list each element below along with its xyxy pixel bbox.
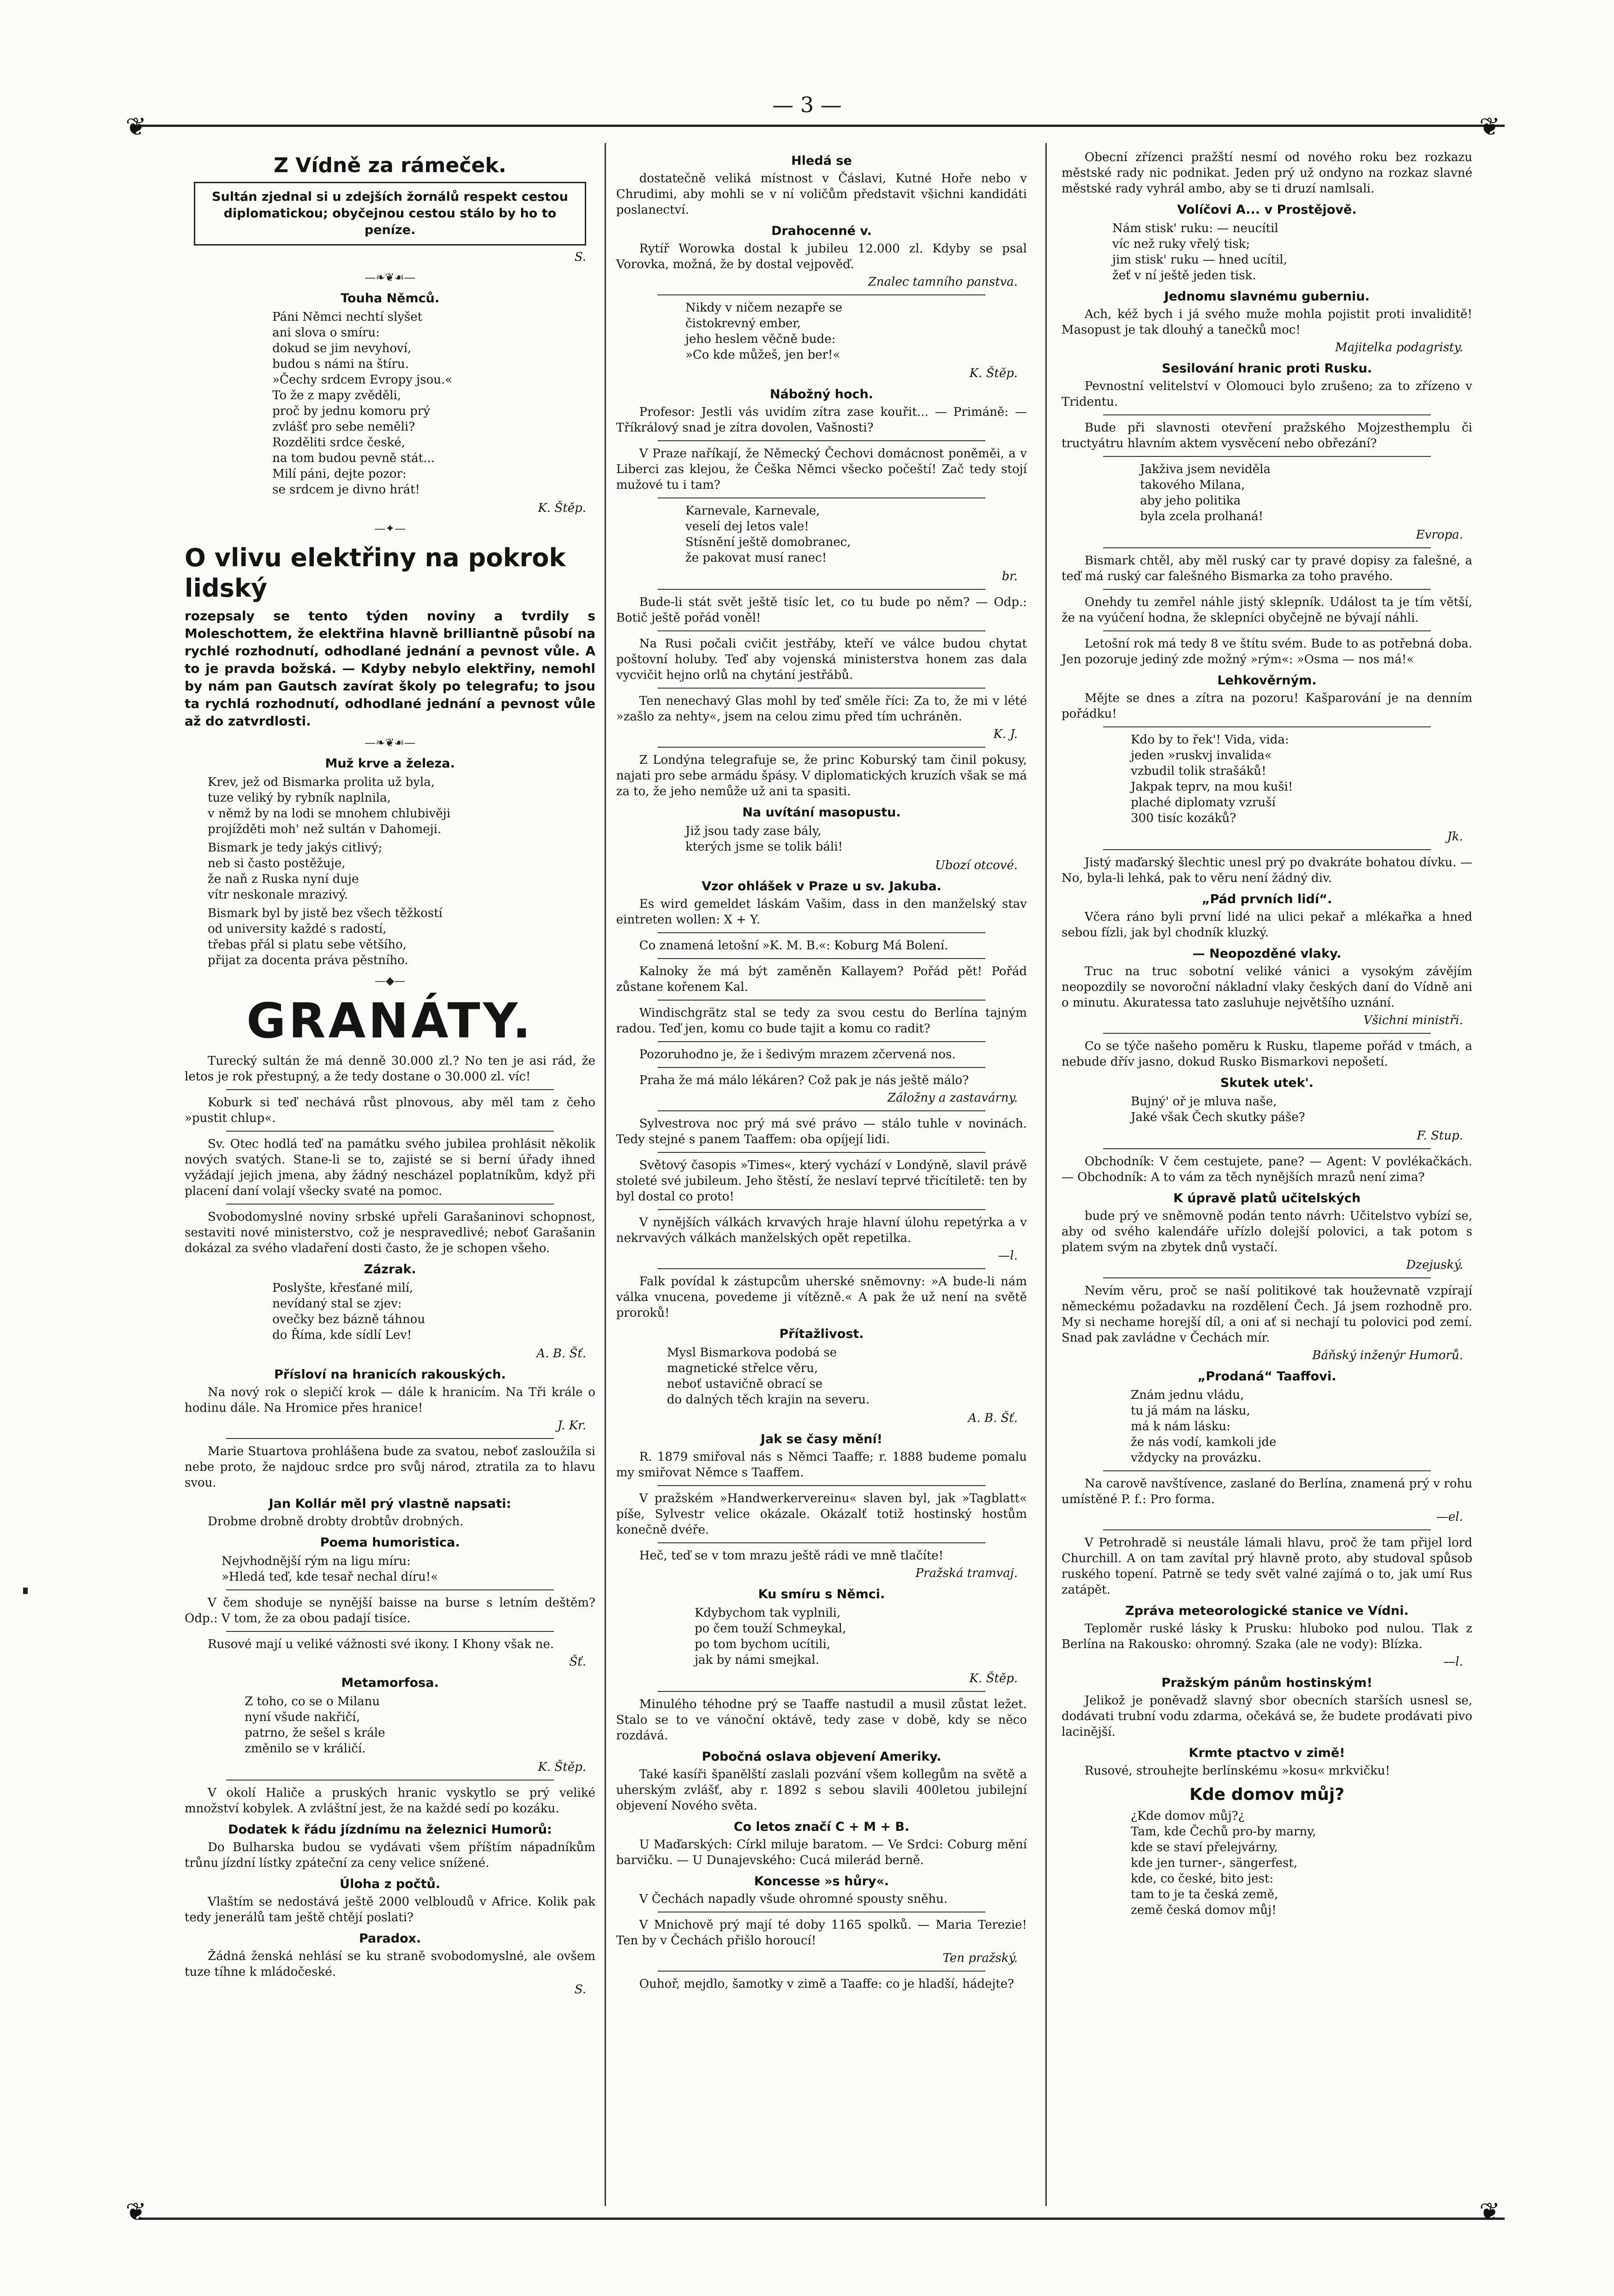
divider bbox=[658, 1542, 985, 1543]
signature: K. Štěp. bbox=[538, 501, 586, 515]
article-text: Marie Stuartova prohlášena bude za svatou, neboť zasloužila si nebe proto, že najdouc srdce pro svůj národ, ztratila za to hlavu svou. bbox=[185, 1445, 595, 1490]
signature: —el. bbox=[1436, 1510, 1463, 1524]
article-text: Ach, kéž bych i já svého muže mohla pojistit proti invaliditě! Masopust je tak dlouhý a tanečků moc! bbox=[1062, 307, 1472, 337]
divider bbox=[658, 1067, 985, 1068]
divider bbox=[226, 1089, 554, 1090]
article-text: bude prý ve sněmovně podán tento návrh: Učitelstvo vybízí se, aby od svého kalendáře uřízlo dolejší polovici, a tak potom s platem svým na zbytek dnů vystačí. bbox=[1062, 1209, 1472, 1254]
article-text: Bude při slavnosti otevření pražského Mojzesthemplu či tructyátru hlavním aktem vysvěcení nebo obřezání? bbox=[1062, 421, 1472, 450]
article-title: Přísloví na hranicích rakouských. bbox=[274, 1367, 506, 1382]
article-text: Sv. Otec hodlá teď na památku svého jubilea prohlásit několik nových svatých. Stane-li se to, zajisté se si berní úřady ihned vyžádají jejich jmena, aby žádný nescházel poplatníkům, když při placení daní volají všecky svaté na pomoc. bbox=[185, 1137, 595, 1198]
article-text: Bude-li stát svět ještě tisíc let, co tu bude po něm? — Odp.: Botič ještě pořád voněl! bbox=[616, 595, 1027, 625]
divider bbox=[658, 1041, 985, 1042]
article-text: Ouhoř, mejdlo, šamotky v zimě a Taaffe: co je hladší, hádejte? bbox=[639, 1977, 1014, 1991]
article-text: Žádná ženská nehlásí se ku straně svobodomyslné, ale ovšem tuze tíhne k mládočeské. bbox=[185, 1949, 595, 1979]
article-text: Vlaštím se nedostává ještě 2000 velbloudů v Africe. Kolik pak tedy jenerálů tam ještě chtějí poslati? bbox=[185, 1895, 595, 1924]
signature: Pražská tramvaj. bbox=[915, 1566, 1018, 1580]
divider bbox=[226, 1631, 554, 1632]
poem: Poslyšte, křesťané milí, nevídaný stal se zjev: ovečky bez bázně táhnou do Říma, kde sídlí Lev! bbox=[272, 1281, 426, 1342]
article-title: O vlivu elektřiny na pokrok lidský bbox=[185, 543, 566, 603]
divider bbox=[658, 1000, 985, 1001]
article-title: Úloha z počtů. bbox=[340, 1877, 440, 1891]
article-title: Touha Němců. bbox=[341, 291, 439, 306]
article-title: Drahocenné v. bbox=[771, 224, 872, 238]
article-text: Ten nenechavý Glas mohl by teď směle říci: Za to, že mi v lété »zašlo za nehty«, jsem na celou zimu před tím uchráněn. bbox=[616, 694, 1027, 724]
divider bbox=[1103, 1470, 1431, 1471]
article-text: Teploměr ruské lásky k Prusku: hluboko pod nulou. Tlak z Berlína na Rakousko: ohromný. Szaka (ale ne vody): Blízka. bbox=[1062, 1622, 1472, 1651]
article-text: Profesor: Jestli vás uvidím zítra zase kouřit... — Primáně: — Tříkrálový snad je zítra dovolen, Vašnosti? bbox=[616, 405, 1027, 435]
divider bbox=[1103, 1148, 1431, 1149]
divider bbox=[1103, 414, 1431, 415]
divider bbox=[658, 1485, 985, 1486]
signature: J. Kr. bbox=[557, 1419, 586, 1433]
signature: A. B. Šť. bbox=[536, 1347, 586, 1361]
divider bbox=[226, 1438, 554, 1439]
poem: Bismark je tedy jakýs citlivý; neb si často postěžuje, že naň z Ruska nyní duje vítr neskonale mrazivý. bbox=[208, 841, 383, 902]
divider bbox=[658, 1110, 985, 1111]
divider bbox=[1103, 1529, 1431, 1530]
article-text: Drobme drobně drobty drobtův drobných. bbox=[208, 1515, 464, 1529]
article-text: R. 1879 smiřoval nás s Němci Taaffe; r. 1888 budeme pomalu my smiřovat Němce s Taaffem. bbox=[616, 1450, 1027, 1480]
article-text: Z Londýna telegrafuje se, že princ Koburský tam činil pokusy, najati pro sebe armádu špásy. V diplomatických kruzích však se má za to, že jeho nemůže už ani ta spasiti. bbox=[616, 753, 1027, 798]
article-title: Muž krve a železa. bbox=[325, 756, 455, 771]
article-text: Mějte se dnes a zítra na pozoru! Kašparování je na denním pořádku! bbox=[1062, 691, 1472, 721]
article-title: Paradox. bbox=[359, 1931, 421, 1946]
poem: Kdybychom tak vyplnili, po čem touží Schmeykal, po tom bychom ucítili, jak by námi smejkal. bbox=[695, 1606, 846, 1667]
article-text: dostatečně veliká místnost v Čáslavi, Kutné Hoře nebo v Chrudimi, aby mohli se v ní voličům představit všichni kandidáti poslanectví. bbox=[616, 172, 1027, 217]
article-text: Truc na truc sobotní veliké vánici a vysokým závějím neopozdily se novoroční nákladní vlaky českých daní do Vídně ani o minutu. Akuratessa tato zasluhuje největšího uznání. bbox=[1062, 965, 1472, 1010]
divider bbox=[1103, 547, 1431, 548]
signature: K. Štěp. bbox=[969, 1672, 1018, 1685]
divider bbox=[658, 688, 985, 689]
divider-ornament-icon: —❧❦☙— bbox=[365, 736, 415, 749]
corner-ornament-icon: ❦ bbox=[126, 2197, 147, 2226]
signature: Šť. bbox=[569, 1655, 586, 1669]
article-text: U Maďarských: Církl miluje baratom. — Ve Srdci: Coburg mění barvičku. — U Dunajevského: Cucá milerád berně. bbox=[616, 1838, 1027, 1867]
signature: F. Stup. bbox=[1416, 1129, 1463, 1143]
signature: Báňský inženýr Humorů. bbox=[1312, 1349, 1463, 1362]
article-text: Rusové mají u veliké vážnosti své ikony. I Khony však ne. bbox=[208, 1637, 554, 1651]
signature: —l. bbox=[1443, 1655, 1463, 1669]
divider bbox=[226, 1131, 554, 1132]
article-text: Windischgrätz stal se tedy za svou cestu do Berlína tajným radou. Teď jen, komu co bude tajit a komu co radit? bbox=[616, 1006, 1027, 1036]
article-title: Volíčovi A... v Prostějově. bbox=[1177, 203, 1357, 217]
article-text: Rytíř Worowka dostal k jubileu 12.000 zl. Kdyby se psal Vorovka, možná, že by dostal vejpověď. bbox=[616, 242, 1027, 271]
article-title: Koncesse »s hůry«. bbox=[754, 1874, 889, 1888]
divider bbox=[226, 1589, 554, 1590]
poem: Bujný' oř je mluva naše, Jaké však Čech skutky páše? bbox=[1131, 1095, 1305, 1124]
article-text: Jelikož je poněvadž slavný sbor obecních starších usnesl se, dodávati trubní vodu zdarma, očekává se, že budete prodávati pivo lacinější. bbox=[1062, 1694, 1472, 1739]
poem: Bismark byl by jistě bez všech těžkostí od university každé s radostí, třebas přál si platu sebe většího, přijat za docenta práva pěstního. bbox=[208, 906, 443, 967]
signature: K. Štěp. bbox=[538, 1760, 586, 1774]
poem: Kdo by to řek'! Vida, vida: jeden »ruskvj invalida« vzbudil tolik strašáků! Jakpak teprv, na mou kuši! plaché diplomaty vzruší 300 tisíc kozáků? bbox=[1131, 733, 1293, 825]
article-text: rozepsaly se tento týden noviny a tvrdily s Moleschottem, že elektřina hlavně brilliantně působí na rychlé rozhodnutí, odhodlané jednání a pevnost vůle. A to je pravda božská. — Kdyby nebylo elektřiny, nemohl by nám pan Gautsch zavírat školy po telegrafu; to jsou ta rychlá rozhodnutí, odhodlané jednání a pevnost vůle až do zatvrdlosti. bbox=[185, 608, 595, 729]
article-text: Praha že má málo lékáren? Což pak je nás ještě málo? bbox=[639, 1073, 969, 1087]
poem: Krev, jež od Bismarka prolita už byla, tuze veliký by rybník naplnila, v němž by na lodi se mnohem chlubivěji projížděti moh' než sultán v Dahomeji. bbox=[208, 775, 450, 836]
article-title: Jan Kollár měl prý vlastně napsati: bbox=[269, 1497, 511, 1511]
page-number: — 3 — bbox=[772, 92, 842, 117]
column-divider bbox=[605, 143, 606, 2206]
article-text: Obecní zřízenci pražští nesmí od nového roku bez rozkazu městské rady nic podnikat. Jeden prý už ondyno na rozkaz slavné městské rady vyhrál ambo, aby se ti druzí namlsali. bbox=[1062, 150, 1472, 196]
article-text: Falk povídal k zástupcům uherské sněmovny: »A bude-li nám válka vnucena, povedeme ji vítězně.« A pak že už není na světě proroků! bbox=[616, 1275, 1027, 1320]
article-title: Přítažlivost. bbox=[779, 1327, 864, 1341]
article-text: Bismark chtěl, aby měl ruský car ty pravé dopisy za falešné, a teď má ruský car falešného Bismarka za toho pravého. bbox=[1062, 554, 1472, 583]
divider bbox=[1103, 849, 1431, 850]
article-text: Rusové, strouhejte berlínskému »kosu« mrkvičku! bbox=[1085, 1764, 1390, 1778]
divider-ornament-icon: —◆— bbox=[374, 974, 406, 987]
corner-ornament-icon: ❦ bbox=[1479, 112, 1500, 141]
article-title: Lehkověrným. bbox=[1217, 673, 1317, 688]
divider-ornament-icon: —❧❦☙— bbox=[365, 271, 415, 284]
divider bbox=[1103, 1033, 1431, 1034]
signature: K. Štěp. bbox=[969, 366, 1018, 380]
article-text: Letošní rok má tedy 8 ve štítu svém. Bude to as potřebná doba. Jen pozoruje jediný zde možný »rým«: »Osma — nos má!« bbox=[1062, 637, 1472, 666]
article-text: Do Bulharska budou se vydávati všem příštím nápadníkům trůnu jízdní lístky zpáteční za ceny velice snížené. bbox=[185, 1840, 595, 1870]
article-title: Dodatek k řádu jízdnímu na železnici Humorů: bbox=[228, 1822, 552, 1837]
poem: Páni Němci nechtí slyšet ani slova o smíru: dokud se jim nevyhoví, budou s námi na štíru. »Čechy srdcem Evropy jsou.« To že z mapy zvěděli, proč by jednu komoru prý zvlášť pro sebe neměli? Rozděliti srdce české, na tom budou pevně stát... Milí páni, dejte pozor: se srdcem je divno hrát! bbox=[272, 310, 453, 497]
article-text: Včera ráno byli první lidé na ulici pekař a mlékařka a hned sebou fízli, jak byl chodník kluzký. bbox=[1062, 910, 1472, 940]
divider bbox=[658, 630, 985, 631]
article-text: Na Rusi počali cvičit jestřáby, kteří ve válce budou chytat poštovní holuby. Teď aby vojenská ministerstva honem zas dala vycvičit hejno orlů na chytání jestřábů. bbox=[616, 637, 1027, 682]
column-divider bbox=[1045, 143, 1047, 2206]
article-text: Pevnostní velitelství v Olomouci bylo zrušeno; za to zřízeno v Tridentu. bbox=[1062, 379, 1472, 409]
divider bbox=[658, 932, 985, 933]
article-title: Jak se časy mění! bbox=[761, 1432, 882, 1446]
divider bbox=[1103, 589, 1431, 590]
signature: br. bbox=[1002, 570, 1018, 583]
article-title: K úpravě platů učitelských bbox=[1173, 1191, 1361, 1205]
divider bbox=[658, 747, 985, 748]
article-text: Světový časopis »Times«, který vychází v Londýně, slavil právě stoleté své jubileum. Jeho štěstí, že neslaví teprvé třicítiletě: ten by byl dostal co proto! bbox=[616, 1158, 1027, 1204]
article-title: Krmte ptactvo v zimě! bbox=[1188, 1746, 1345, 1760]
article-title: Poema humoristica. bbox=[320, 1535, 460, 1550]
article-title: Co letos značí C + M + B. bbox=[733, 1820, 910, 1834]
article-text: V pražském »Handwerkervereinu« slaven byl, jak »Tagblatt« píše, Sylvestr velice okázale. Okázalť totiž hostinský hostům konečně dvéře. bbox=[616, 1492, 1027, 1537]
article-title: Ku smíru s Němci. bbox=[758, 1587, 885, 1601]
article-text: V Praze naříkají, že Německý Čechovi domácnost poněměi, a v Liberci zas klejou, že Češka Němci všecko počeští! Zač tedy stojí mužové tu i tam? bbox=[616, 447, 1027, 492]
article-text: Na nový rok o slepičí krok — dále k hranicím. Na Tři krále o hodinu dále. Na Hromice přes hranice! bbox=[185, 1385, 595, 1415]
poem: Již jsou tady zase bály, kterých jsme se tolik báli! bbox=[685, 824, 843, 854]
signature: S. bbox=[574, 1983, 586, 1996]
article-title: Na uvítání masopustu. bbox=[742, 805, 901, 820]
framed-notice: Sultán zjednal si u zdejších žornálů respekt cestou diplomatickou; obyčejnou cestou stálo by ho to peníze. bbox=[194, 182, 586, 246]
poem: ¿Kde domov můj?¿ Tam, kde Čechů pro-by marny, kde se staví přelejvárny, kde jen turner-, sängerfest, kde, co české, bito jest: tam to je ta česká země, země česká domov můj! bbox=[1131, 1809, 1316, 1917]
article-text: Turecký sultán že má denně 30.000 zl.? No ten je asi rád, že letos je rok přestupný, a že tedy dostane o 30.000 zl. víc! bbox=[185, 1054, 595, 1084]
article-text: V okolí Haliče a pruských hranic vyskytlo se prý veliké množství kobylek. A zvláštní jest, že na každé sedí po kozáku. bbox=[185, 1786, 595, 1816]
article-title: Skutek utek'. bbox=[1220, 1076, 1314, 1090]
poem: Z toho, co se o Milanu nyní všude nakřičí, patrno, že sešel s krále změnilo se v králičí. bbox=[245, 1695, 385, 1756]
article-title: Nábožný hoch. bbox=[770, 387, 873, 402]
article-title: Pobočná oslava objevení Ameriky. bbox=[702, 1750, 942, 1764]
article-text: Onehdy tu zemřel náhle jistý sklepník. Událost ta je tím větší, že na vyúčení hodna, že sklepníci obyčejně ne bývají náhli. bbox=[1062, 595, 1472, 625]
corner-ornament-icon: ❦ bbox=[1479, 2197, 1500, 2226]
signature: A. B. Šť. bbox=[968, 1411, 1018, 1425]
article-title: Metamorfosa. bbox=[341, 1676, 439, 1690]
article-text: V Čechách napadly všude ohromné spousty sněhu. bbox=[639, 1892, 948, 1906]
signature: Majitelka podagristy. bbox=[1335, 341, 1463, 354]
poem: Nikdy v ničem nezapře se čistokrevný ember, jeho heslem věčně bude: »Co kde můžeš, jen ber!« bbox=[685, 301, 843, 362]
article-text: Minulého téhodne prý se Taaffe nastudil a musil zůstat ležet. Stalo se to ve vánoční oktávě, tedy zase v době, kdy se něco rozdává. bbox=[616, 1697, 1027, 1743]
signature: Evropa. bbox=[1416, 528, 1463, 542]
signature: Jk. bbox=[1447, 830, 1463, 844]
divider bbox=[658, 1691, 985, 1692]
article-text: Obchodník: V čem cestujete, pane? — Agent: V povlékačkách. — Obchodník: A to vám za těch nynějších mrazů není zima? bbox=[1062, 1155, 1472, 1184]
poem: Znám jednu vládu, tu já mám na lásku, má k nám lásku: že nás vodí, kamkoli jde vždycky na provázku. bbox=[1131, 1388, 1277, 1465]
divider bbox=[226, 1204, 554, 1205]
divider bbox=[1103, 1277, 1431, 1278]
corner-ornament-icon: ❦ bbox=[126, 112, 147, 141]
signature: S. bbox=[574, 250, 586, 264]
article-text: Svobodomyslné noviny srbské upřeli Garašaninovi schopnost, sestaviti nové ministerstvo, což je nespravedlivé; neboť Garašanin dokázal za svého vladaření dosti často, že je schopen všeho. bbox=[185, 1210, 595, 1255]
signature: Dzejuský. bbox=[1406, 1258, 1463, 1272]
article-title: Hledá se bbox=[791, 154, 852, 168]
poem: Nám stisk' ruku: — neucítil víc než ruky vřelý tisk; jim stisk' ruku — hned ucítil, žeť v ní ještě jeden tisk. bbox=[1112, 222, 1287, 282]
article-title: Pražským pánům hostinským! bbox=[1161, 1676, 1373, 1690]
article-text: Také kasíři španělští zaslali pozvání všem kollegům na světě a uherským zvlášť, aby r. 1892 s sebou slavili 400letou jubilejní objevení Nového světa. bbox=[616, 1768, 1027, 1813]
article-text: Es wird gemeldet láskám Vašim, dass in den manželský stav eintreten wollen: X + Y. bbox=[616, 897, 1027, 927]
article-title: Jednomu slavnému guberniu. bbox=[1164, 289, 1370, 304]
article-text: V nynějších válkách krvavých hraje hlavní úlohu repetýrka a v nekrvavých válkách manželských opět repetilka. bbox=[616, 1216, 1027, 1245]
divider-ornament-icon: —✦— bbox=[374, 522, 406, 535]
article-title: — Neopozděné vlaky. bbox=[1192, 947, 1342, 961]
divider bbox=[1103, 726, 1431, 727]
signature: Všichni ministři. bbox=[1363, 1013, 1463, 1027]
article-title: „Prodaná“ Taaffovi. bbox=[1197, 1369, 1337, 1384]
article-title: Vzor ohlášek v Praze u sv. Jakuba. bbox=[702, 879, 942, 893]
signature: Znalec tamního panstva. bbox=[868, 275, 1018, 289]
signature: K. J. bbox=[993, 727, 1018, 741]
signature: Ten pražský. bbox=[942, 1951, 1018, 1965]
divider bbox=[1103, 630, 1431, 631]
article-text: Jistý maďarský šlechtic unesl prý po dvakráte bohatou dívku. — No, byla-li lehká, pak to věru není žádný div. bbox=[1062, 856, 1472, 885]
signature: Záložny a zastavárny. bbox=[887, 1091, 1018, 1105]
divider bbox=[658, 1209, 985, 1210]
article-text: Na carově navštívence, zaslané do Berlína, znamená prý v rohu umístěné P. f.: Pro forma. bbox=[1062, 1477, 1472, 1506]
article-title: Z Vídně za rámeček. bbox=[274, 154, 506, 177]
signature: Ubozí otcové. bbox=[935, 858, 1018, 872]
divider bbox=[658, 440, 985, 441]
column-3 bbox=[1062, 148, 1472, 1921]
poem: Jakživa jsem neviděla takového Milana, aby jeho politika byla zcela prolhaná! bbox=[1140, 462, 1271, 523]
article-text: Heč, teď se v tom mrazu ještě rádi ve mně tlačíte! bbox=[639, 1549, 944, 1563]
article-text: Co se týče našeho poměru k Rusku, tlapeme pořád v tmách, a nebude dřív jasno, dokud Rusko Bismarkovi nepošetí. bbox=[1062, 1039, 1472, 1069]
divider bbox=[658, 589, 985, 590]
article-title: Zázrak. bbox=[364, 1262, 416, 1277]
article-text: Sylvestrova noc prý má své právo — stálo tuhle v novinách. Tedy stejné s panem Taaffem: oba opíjejí lidi. bbox=[616, 1117, 1027, 1146]
divider bbox=[658, 1971, 985, 1972]
signature: —l. bbox=[998, 1249, 1018, 1263]
margin-mark bbox=[23, 1588, 28, 1594]
article-text: V Petrohradě si neustále lámali hlavu, proč že tam přijel lord Churchill. A on tam zavítal prý hlavně proto, aby studoval spůsob ruského topení. Patrně se tedy svět valné zajímá o to, jak umí Rus zatápět. bbox=[1062, 1536, 1472, 1597]
article-title: „Pád prvních lidí“. bbox=[1201, 892, 1332, 906]
article-title: Sesilování hranic proti Rusku. bbox=[1162, 361, 1372, 376]
poem: Mysl Bismarkova podobá se magnetické střelce věru, neboť ustavičně obrací se do dalných těch krajin na severu. bbox=[667, 1346, 870, 1407]
article-text: V Mnichově prý mají té doby 1165 spolků. — Maria Terezie! Ten by v Čechách přišlo horoucí! bbox=[616, 1918, 1027, 1948]
article-text: Kalnoky že má být zaměněn Kallayem? Pořád pět! Pořád zůstane kořenem Kal. bbox=[616, 965, 1027, 994]
divider bbox=[658, 1152, 985, 1153]
section-heading: GRANÁTY. bbox=[246, 993, 534, 1049]
article-text: Koburk si teď nechává růst plnovous, aby měl tam z čeho »pustit chlup«. bbox=[185, 1096, 595, 1125]
divider bbox=[658, 1268, 985, 1269]
poem: Nejvhodnější rým na ligu míru: »Hledá teď, kde tesař nechal díru!« bbox=[222, 1554, 438, 1584]
column-1 bbox=[185, 148, 595, 1998]
article-title: Kde domov můj? bbox=[1189, 1785, 1344, 1804]
divider bbox=[658, 294, 985, 295]
article-text: Pozoruhodno je, že i šedivým mrazem zčervená nos. bbox=[639, 1048, 956, 1061]
column-2 bbox=[616, 148, 1027, 1994]
poem: Karnevale, Karnevale, veselí dej letos vale! Stísnění ještě domobranec, že pakovat musí ranec! bbox=[685, 504, 851, 565]
article-text: Nevím věru, proč se naší politikové tak houževnatě vzpírají německému požadavku na rozdělení Čech. Já jsem rozhodně pro. My si nechame horejší díl, a oni ať si nechají tu polovici pod zemí. Snad pak zavládne v Čechách mír. bbox=[1062, 1284, 1472, 1345]
divider bbox=[658, 958, 985, 959]
article-title: Zpráva meteorologické stanice ve Vídni. bbox=[1125, 1604, 1409, 1618]
article-text: Co znamená letošní »K. M. B.«: Koburg Má Bolení. bbox=[639, 939, 948, 953]
article-text: V čem shoduje se nynější baisse na burse s letním deštěm? Odp.: V tom, že za obou padají tisíce. bbox=[185, 1596, 595, 1625]
divider bbox=[1103, 456, 1431, 457]
